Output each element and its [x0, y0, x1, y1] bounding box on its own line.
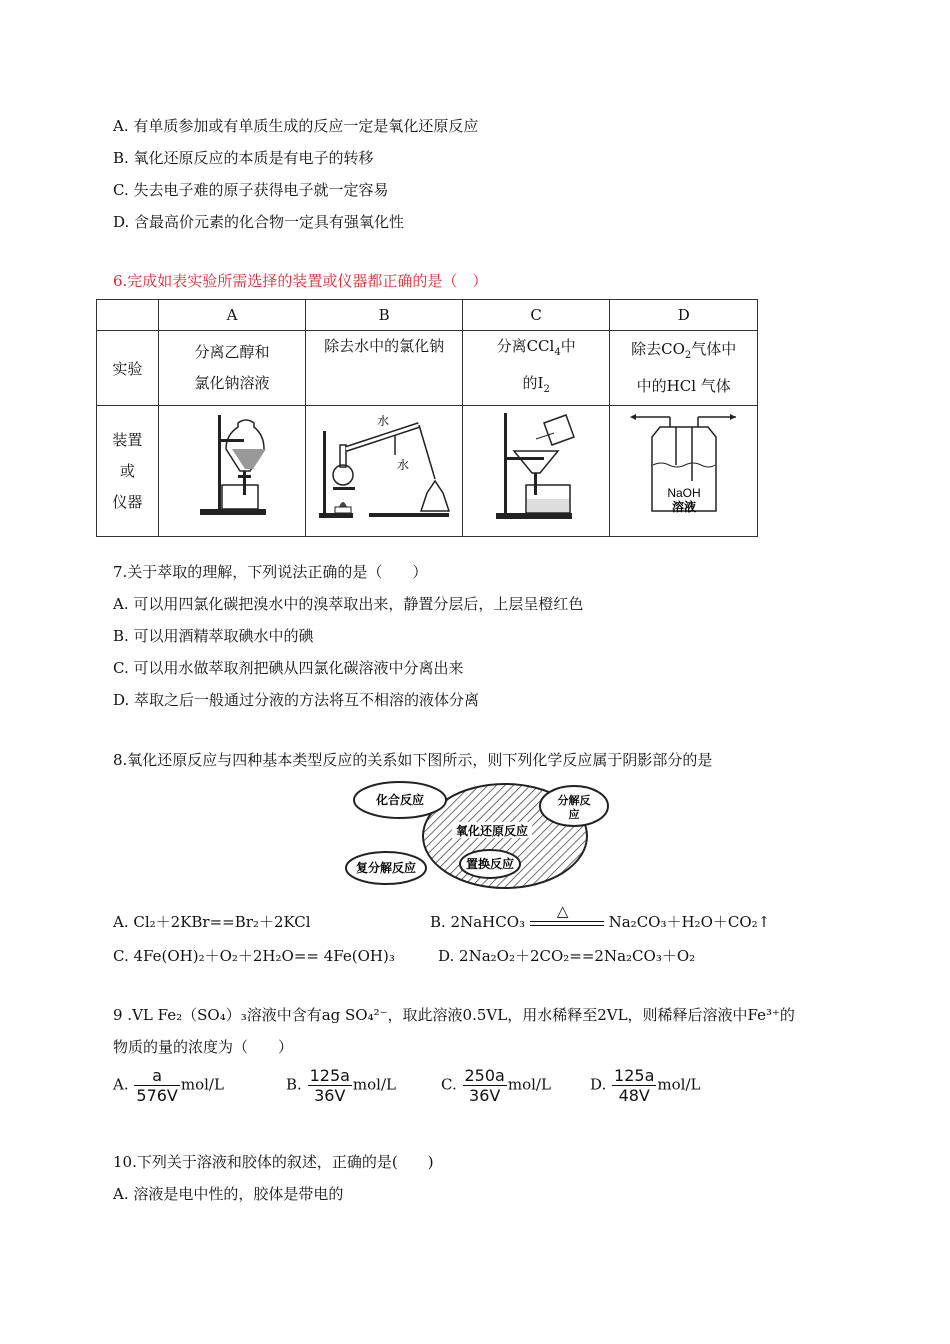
q7-title: 7.关于萃取的理解，下列说法正确的是（ ） [113, 563, 428, 581]
column-header-a: A [158, 300, 306, 331]
q5-option-a: A. 有单质参加或有单质生成的反应一定是氧化还原反应 [113, 117, 479, 135]
row-label-experiment: 实验 [97, 331, 159, 406]
q6-table [96, 299, 758, 537]
filtration-apparatus-icon [466, 409, 606, 529]
q9-option-a: A. $\frac{a}{576V}$ mol/L [113, 1066, 224, 1105]
apparatus-c [462, 406, 610, 537]
q7-option-d: D. 萃取之后一般通过分液的方法将互不相溶的液体分离 [113, 691, 480, 709]
displacement-label: 置换反应 [465, 857, 515, 871]
experiment-a: 分离乙醇和 氯化钠溶液 [158, 331, 306, 406]
apparatus-b [306, 406, 463, 537]
column-header-d: D [610, 300, 758, 331]
q8-option-a: A. Cl₂＋2KBr==Br₂＋2KCl [113, 913, 311, 931]
double-decomposition-label: 复分解反应 [355, 861, 417, 875]
combination-label: 化合反应 [375, 793, 425, 807]
heat-symbol: △ [556, 902, 569, 920]
q5-option-b: B. 氧化还原反应的本质是有电子的转移 [113, 149, 374, 167]
experiment-d: 除去$CO_2$气体中 中的HCl 气体 [610, 331, 758, 406]
naoh-label: NaOH [667, 486, 701, 500]
experiment-c: 分离CCl$_4$中 的$I_2$ [462, 331, 610, 406]
decomposition-label-2: 应 [568, 808, 580, 821]
decomposition-label-1: 分解反 [557, 794, 591, 807]
q10-title: 10.下列关于溶液和胶体的叙述，正确的是( ) [113, 1153, 434, 1171]
apparatus-d [610, 406, 758, 537]
separatory-funnel-icon [162, 409, 302, 529]
q9-stem-line1: 9 .VL Fe₂（SO₄）₃溶液中含有ag SO₄²⁻，取此溶液0.5VL，用水稀释至2VL，则稀释后溶液中Fe³⁺的 [113, 1006, 795, 1024]
q9-option-c: C. $\frac{250a}{36V}$ mol/L [441, 1066, 551, 1105]
q7-option-a: A. 可以用四氯化碳把溴水中的溴萃取出来，静置分层后，上层呈橙红色 [113, 595, 584, 613]
q5-option-c: C. 失去电子难的原子获得电子就一定容易 [113, 181, 389, 199]
column-header-b: B [306, 300, 463, 331]
redox-label: 氧化还原反应 [455, 824, 529, 838]
water-out-label: 水 [397, 458, 410, 472]
gas-washing-bottle-icon [614, 409, 754, 529]
q6-title: 6.完成如表实验所需选择的装置或仪器都正确的是（ ） [113, 272, 488, 290]
apparatus-a [158, 406, 306, 537]
column-header-c: C [462, 300, 610, 331]
q7-option-b: B. 可以用酒精萃取碘水中的碘 [113, 627, 314, 645]
table-corner [97, 300, 159, 331]
solution-label: 溶液 [671, 500, 696, 514]
reaction-relationship-diagram [340, 780, 610, 892]
row-label-apparatus: 装置 或 仪器 [97, 406, 159, 537]
q8-title: 8.氧化还原反应与四种基本类型反应的关系如下图所示，则下列化学反应属于阴影部分的是 [113, 751, 713, 769]
q5-option-d: D. 含最高价元素的化合物一定具有强氧化性 [113, 213, 405, 231]
distillation-apparatus-icon [309, 409, 459, 529]
q8-option-c: C. 4Fe(OH)₂＋O₂＋2H₂O== 4Fe(OH)₃ [113, 947, 395, 965]
q9-option-d: D. $\frac{125a}{48V}$ mol/L [590, 1066, 701, 1105]
experiment-b: 除去水中的氯化钠 [306, 331, 463, 406]
q9-stem-line2: 物质的量的浓度为（ ） [113, 1038, 294, 1056]
q8-option-d: D. 2Na₂O₂＋2CO₂==2Na₂CO₃＋O₂ [438, 947, 696, 965]
heating-arrow [530, 902, 604, 930]
water-in-label: 水 [377, 414, 390, 428]
q8-option-b: B. 2NaHCO₃ △ Na₂CO₃＋H₂O＋CO₂↑ [430, 902, 771, 931]
q10-option-a: A. 溶液是电中性的，胶体是带电的 [113, 1185, 344, 1203]
q7-option-c: C. 可以用水做萃取剂把碘从四氯化碳溶液中分离出来 [113, 659, 464, 677]
q9-option-b: B. $\frac{125a}{36V}$ mol/L [286, 1066, 396, 1105]
